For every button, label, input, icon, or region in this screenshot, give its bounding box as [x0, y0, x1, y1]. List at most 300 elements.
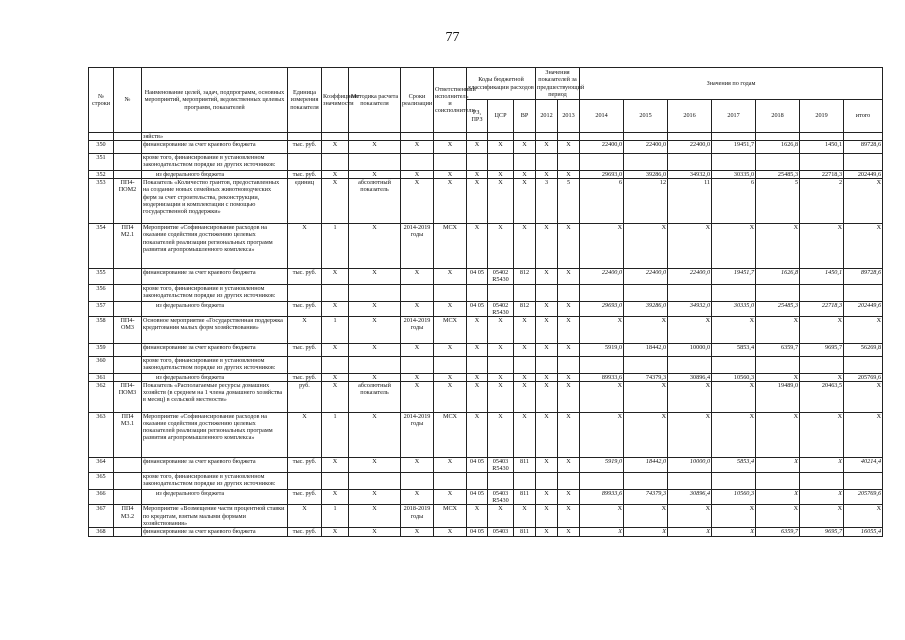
row-method [349, 284, 401, 301]
row-code [114, 473, 142, 490]
row-name: кроме того, финансирование в установленном законодательством порядке из других источников: [142, 356, 288, 373]
row-responsible: МСХ [434, 316, 467, 343]
header-number: № [114, 68, 142, 133]
row-value-2018: 6359,7 [756, 343, 800, 356]
header-unit: Единица измерения показателя [288, 68, 322, 133]
row-coefficient: X [322, 490, 349, 505]
row-name: кроме того, финансирование в установленном законодательством порядке из других источников: [142, 284, 288, 301]
row-value-2019 [800, 473, 844, 490]
row-value-total: X [844, 179, 883, 224]
row-value-2019: X [800, 373, 844, 381]
row-unit [288, 284, 322, 301]
row-value-2014: 29693,0 [580, 301, 624, 316]
row-code [114, 133, 142, 141]
row-value-2014: 5919,0 [580, 343, 624, 356]
row-unit [288, 473, 322, 490]
header-2012: 2012 [536, 100, 558, 133]
row-value-2018: X [756, 490, 800, 505]
row-2012: X [536, 171, 558, 179]
row-value-2017: X [712, 316, 756, 343]
row-rz [467, 133, 488, 141]
table-row [89, 269, 883, 284]
row-value-2015 [624, 154, 668, 171]
header-budget-codes: Коды бюджетной классификации расходов [467, 68, 536, 100]
table-row [89, 473, 883, 490]
row-value-total: 205769,6 [844, 490, 883, 505]
row-value-2014: X [580, 412, 624, 457]
row-csr: 05403 R5430 [488, 490, 514, 505]
row-number: 355 [89, 269, 114, 284]
row-method: X [349, 171, 401, 179]
row-value-2018: 6359,7 [756, 527, 800, 536]
row-value-2017: X [712, 527, 756, 536]
row-value-2016: 30896,4 [668, 373, 712, 381]
table-row [89, 412, 883, 457]
row-value-2014: X [580, 527, 624, 536]
row-number: 366 [89, 490, 114, 505]
row-method: X [349, 412, 401, 457]
row-rz: 04 05 [467, 490, 488, 505]
row-csr: 05402 R5430 [488, 269, 514, 284]
row-responsible [434, 473, 467, 490]
row-terms: 2014-2019 годы [401, 412, 434, 457]
row-value-2016: 22400,0 [668, 269, 712, 284]
row-value-total: 89728,6 [844, 141, 883, 154]
row-coefficient: X [322, 269, 349, 284]
row-2012: X [536, 490, 558, 505]
row-vr [514, 133, 536, 141]
row-csr: X [488, 505, 514, 527]
row-value-2017: X [712, 412, 756, 457]
row-value-2015: X [624, 505, 668, 527]
row-unit [288, 356, 322, 373]
row-unit: тыс. руб. [288, 141, 322, 154]
row-coefficient: X [322, 301, 349, 316]
row-value-2015: 18442,0 [624, 343, 668, 356]
row-value-2016 [668, 133, 712, 141]
row-vr [514, 473, 536, 490]
row-value-2016: X [668, 316, 712, 343]
table-row [89, 316, 883, 343]
row-unit: единиц [288, 179, 322, 224]
row-value-2014: 5919,0 [580, 457, 624, 472]
row-responsible: X [434, 301, 467, 316]
row-value-2016: 30896,4 [668, 490, 712, 505]
row-value-2015 [624, 133, 668, 141]
table-row [89, 373, 883, 381]
row-2012: X [536, 457, 558, 472]
row-value-2016: 34932,0 [668, 171, 712, 179]
row-value-2015: X [624, 224, 668, 269]
table-row [89, 284, 883, 301]
row-value-2019: 9695,7 [800, 343, 844, 356]
row-vr: 811 [514, 527, 536, 536]
row-terms [401, 284, 434, 301]
row-value-total: X [844, 224, 883, 269]
row-value-2015 [624, 473, 668, 490]
row-value-2018: X [756, 224, 800, 269]
row-2012 [536, 154, 558, 171]
row-2013: X [558, 381, 580, 412]
row-csr [488, 284, 514, 301]
row-number: 368 [89, 527, 114, 536]
row-value-2018: 19489,0 [756, 381, 800, 412]
row-2012: X [536, 412, 558, 457]
row-method [349, 356, 401, 373]
row-method: X [349, 343, 401, 356]
row-value-2015: X [624, 527, 668, 536]
row-value-2016: X [668, 381, 712, 412]
row-method: абсолютный показатель [349, 381, 401, 412]
row-responsible: X [434, 527, 467, 536]
row-unit: X [288, 316, 322, 343]
row-method: X [349, 224, 401, 269]
row-2012: 3 [536, 179, 558, 224]
row-name: финансирование за счет краевого бюджета [142, 141, 288, 154]
row-value-2016: X [668, 412, 712, 457]
table-row [89, 179, 883, 224]
header-2016: 2016 [668, 100, 712, 133]
row-value-2014 [580, 133, 624, 141]
row-terms [401, 356, 434, 373]
row-responsible: X [434, 171, 467, 179]
row-csr: X [488, 141, 514, 154]
row-vr: X [514, 343, 536, 356]
row-method: X [349, 527, 401, 536]
row-2013: X [558, 527, 580, 536]
row-csr: X [488, 224, 514, 269]
row-number: 364 [89, 457, 114, 472]
page-number: 77 [445, 30, 460, 45]
row-responsible: X [434, 381, 467, 412]
row-terms [401, 133, 434, 141]
row-rz: 04 05 [467, 301, 488, 316]
row-value-total [844, 284, 883, 301]
row-value-2017: X [712, 224, 756, 269]
row-terms: 2014-2019 годы [401, 224, 434, 269]
row-2013: X [558, 301, 580, 316]
header-name: Наименование целей, задач, подпрограмм, основных мероприятий, мероприятий, ведомственных целевых программ, показателей [142, 68, 288, 133]
row-coefficient: X [322, 171, 349, 179]
row-code: ПП4 М2.1 [114, 224, 142, 269]
row-terms: X [401, 179, 434, 224]
row-value-2018: X [756, 412, 800, 457]
row-number: 356 [89, 284, 114, 301]
row-responsible: X [434, 373, 467, 381]
row-csr: X [488, 412, 514, 457]
row-value-2014: X [580, 505, 624, 527]
row-vr: 812 [514, 269, 536, 284]
row-value-2016: X [668, 224, 712, 269]
row-name: Мероприятие «Возмещение части процентной ставки по кредитам, взятым малыми формами хозяйствования» [142, 505, 288, 527]
row-terms: X [401, 171, 434, 179]
row-number: 354 [89, 224, 114, 269]
row-vr: X [514, 316, 536, 343]
row-unit: тыс. руб. [288, 527, 322, 536]
row-value-2019: 9695,7 [800, 527, 844, 536]
row-rz: 04 05 [467, 527, 488, 536]
header-rz: РЗ, ПРЗ [467, 100, 488, 133]
row-number: 359 [89, 343, 114, 356]
row-2012: X [536, 373, 558, 381]
row-2013: X [558, 171, 580, 179]
row-value-2019: X [800, 316, 844, 343]
row-value-2017: 30335,0 [712, 301, 756, 316]
row-csr: 05402 R5430 [488, 301, 514, 316]
table-row [89, 133, 883, 141]
row-coefficient: 1 [322, 316, 349, 343]
row-csr [488, 356, 514, 373]
row-value-2018: X [756, 457, 800, 472]
row-coefficient: X [322, 141, 349, 154]
row-value-total: 205769,6 [844, 373, 883, 381]
row-method: X [349, 505, 401, 527]
row-responsible: МСХ [434, 224, 467, 269]
row-2013: X [558, 373, 580, 381]
row-unit: X [288, 224, 322, 269]
row-value-2015 [624, 356, 668, 373]
table-row [89, 527, 883, 536]
row-value-2017 [712, 154, 756, 171]
row-value-2017: 19451,7 [712, 269, 756, 284]
header-2017: 2017 [712, 100, 756, 133]
header-coefficient: Коэффициент значимости [322, 68, 349, 133]
row-value-2019: 1450,1 [800, 269, 844, 284]
row-value-total [844, 133, 883, 141]
row-name: Основное мероприятие «Государственная поддержка кредитования малых форм хозяйствования» [142, 316, 288, 343]
row-value-total: 40214,4 [844, 457, 883, 472]
row-2013: X [558, 490, 580, 505]
table-row [89, 171, 883, 179]
row-rz: X [467, 343, 488, 356]
row-vr: 811 [514, 490, 536, 505]
row-method: X [349, 316, 401, 343]
row-responsible: X [434, 269, 467, 284]
row-code [114, 527, 142, 536]
row-value-2017: X [712, 381, 756, 412]
row-terms: X [401, 301, 434, 316]
row-rz: X [467, 224, 488, 269]
row-csr [488, 133, 514, 141]
row-value-2016 [668, 284, 712, 301]
row-value-2015: 12 [624, 179, 668, 224]
row-vr [514, 356, 536, 373]
row-value-2016: 10000,0 [668, 343, 712, 356]
row-value-total [844, 473, 883, 490]
row-2013: X [558, 412, 580, 457]
header-total: итого [844, 100, 883, 133]
row-2012: X [536, 316, 558, 343]
row-name: из федерального бюджета [142, 301, 288, 316]
row-value-2014: 89933,6 [580, 373, 624, 381]
row-value-2015: 74379,3 [624, 490, 668, 505]
row-value-2015: 22400,0 [624, 269, 668, 284]
row-value-2017: 6 [712, 179, 756, 224]
row-method: X [349, 373, 401, 381]
row-value-2017: 19451,7 [712, 141, 756, 154]
row-csr: X [488, 373, 514, 381]
row-2013: X [558, 141, 580, 154]
row-2012: X [536, 269, 558, 284]
row-method [349, 133, 401, 141]
row-rz: X [467, 373, 488, 381]
table-row [89, 490, 883, 505]
row-unit: тыс. руб. [288, 490, 322, 505]
row-2013: X [558, 316, 580, 343]
table-row [89, 505, 883, 527]
row-value-2018: X [756, 316, 800, 343]
row-2012: X [536, 301, 558, 316]
row-2012: X [536, 527, 558, 536]
row-value-2017 [712, 473, 756, 490]
row-value-total: X [844, 412, 883, 457]
header-responsible: Ответственный исполнитель и соисполнители [434, 68, 467, 133]
row-unit: X [288, 412, 322, 457]
row-unit: тыс. руб. [288, 301, 322, 316]
row-number: 357 [89, 301, 114, 316]
row-responsible: МСХ [434, 505, 467, 527]
row-unit: руб. [288, 381, 322, 412]
row-rz: X [467, 505, 488, 527]
row-2012: X [536, 343, 558, 356]
row-method: абсолютный показатель [349, 179, 401, 224]
row-terms: X [401, 343, 434, 356]
row-value-2019 [800, 154, 844, 171]
row-value-2014: X [580, 224, 624, 269]
row-coefficient [322, 284, 349, 301]
row-unit: тыс. руб. [288, 457, 322, 472]
row-name: Показатель «Количество грантов, предоставленных на создание новых семейных животноводческих ферм за счет строительства, реконструкции, модернизации и комплектации с помощью государственной поддержки» [142, 179, 288, 224]
row-value-2017 [712, 284, 756, 301]
row-name: Мероприятие «Софинансирование расходов на оказание содействия достижению целевых показателей реализации региональных программ развития агропромышленного комплекса» [142, 412, 288, 457]
row-rz [467, 473, 488, 490]
row-coefficient: 1 [322, 505, 349, 527]
row-value-2017 [712, 133, 756, 141]
row-value-2018 [756, 356, 800, 373]
row-name: из федерального бюджета [142, 373, 288, 381]
table-body [89, 133, 883, 537]
row-2012: X [536, 505, 558, 527]
row-method: X [349, 301, 401, 316]
row-code [114, 141, 142, 154]
row-2013 [558, 133, 580, 141]
row-value-2014: 6 [580, 179, 624, 224]
header-previous-period: Значения показателей за предшествующий период [537, 69, 585, 98]
row-rz [467, 284, 488, 301]
row-vr: X [514, 141, 536, 154]
row-unit: X [288, 505, 322, 527]
row-value-2019: 22718,3 [800, 301, 844, 316]
row-terms: X [401, 457, 434, 472]
row-responsible: X [434, 457, 467, 472]
row-number: 362 [89, 381, 114, 412]
row-2013 [558, 284, 580, 301]
row-value-2017: 5853,4 [712, 457, 756, 472]
row-value-2018: 25485,3 [756, 171, 800, 179]
row-responsible: МСХ [434, 412, 467, 457]
row-2013 [558, 473, 580, 490]
header-method: Методика расчета показателя [349, 68, 401, 133]
row-name: зяйств» [142, 133, 288, 141]
row-value-total: 202449,6 [844, 301, 883, 316]
row-name: финансирование за счет краевого бюджета [142, 457, 288, 472]
row-value-2019: X [800, 505, 844, 527]
row-value-2019: 2 [800, 179, 844, 224]
row-value-2018: X [756, 373, 800, 381]
row-name: Показатель «Располагаемые ресурсы домашних хозяйств (в среднем на 1 члена домашнего хозяйства в месяц) в сельской местности» [142, 381, 288, 412]
row-code: ПП4-ПОМ3 [114, 381, 142, 412]
row-value-2019: 22718,3 [800, 171, 844, 179]
row-value-2016 [668, 154, 712, 171]
row-rz [467, 356, 488, 373]
row-2012: X [536, 141, 558, 154]
row-coefficient: X [322, 373, 349, 381]
row-name: финансирование за счет краевого бюджета [142, 269, 288, 284]
row-responsible [434, 356, 467, 373]
row-terms: X [401, 490, 434, 505]
row-2013: X [558, 505, 580, 527]
row-value-total: 202449,6 [844, 171, 883, 179]
row-coefficient: X [322, 179, 349, 224]
row-coefficient: X [322, 381, 349, 412]
row-value-2019: X [800, 224, 844, 269]
row-value-2017 [712, 356, 756, 373]
row-vr: 812 [514, 301, 536, 316]
row-name: финансирование за счет краевого бюджета [142, 527, 288, 536]
row-terms [401, 473, 434, 490]
row-value-total [844, 356, 883, 373]
row-value-2014 [580, 284, 624, 301]
row-vr: X [514, 505, 536, 527]
row-csr [488, 154, 514, 171]
row-value-2014 [580, 473, 624, 490]
row-number: 367 [89, 505, 114, 527]
header-2019: 2019 [800, 100, 844, 133]
row-value-2018: 1626,8 [756, 141, 800, 154]
table-row [89, 457, 883, 472]
row-code [114, 356, 142, 373]
row-method [349, 473, 401, 490]
row-value-2016: 11 [668, 179, 712, 224]
row-code: ПП4-ОМ3 [114, 316, 142, 343]
table-row [89, 224, 883, 269]
row-csr: X [488, 179, 514, 224]
row-responsible: X [434, 343, 467, 356]
row-value-2015: 22400,0 [624, 141, 668, 154]
row-vr: X [514, 412, 536, 457]
row-value-2017: 10560,3 [712, 373, 756, 381]
row-value-2015: X [624, 412, 668, 457]
row-responsible: X [434, 179, 467, 224]
row-number: 365 [89, 473, 114, 490]
row-value-2018: 1626,8 [756, 269, 800, 284]
row-code [114, 284, 142, 301]
row-unit: тыс. руб. [288, 171, 322, 179]
row-2012 [536, 356, 558, 373]
row-value-2019 [800, 356, 844, 373]
table-row [89, 356, 883, 373]
row-number: 350 [89, 141, 114, 154]
row-code [114, 457, 142, 472]
row-value-2014: 29693,0 [580, 171, 624, 179]
row-value-2019: 20463,5 [800, 381, 844, 412]
row-value-total: 89728,6 [844, 269, 883, 284]
row-2012 [536, 133, 558, 141]
header-vr: ВР [514, 100, 536, 133]
row-name: кроме того, финансирование в установленном законодательством порядке из других источников: [142, 154, 288, 171]
row-code: ПП4 М3.2 [114, 505, 142, 527]
row-number: 361 [89, 373, 114, 381]
